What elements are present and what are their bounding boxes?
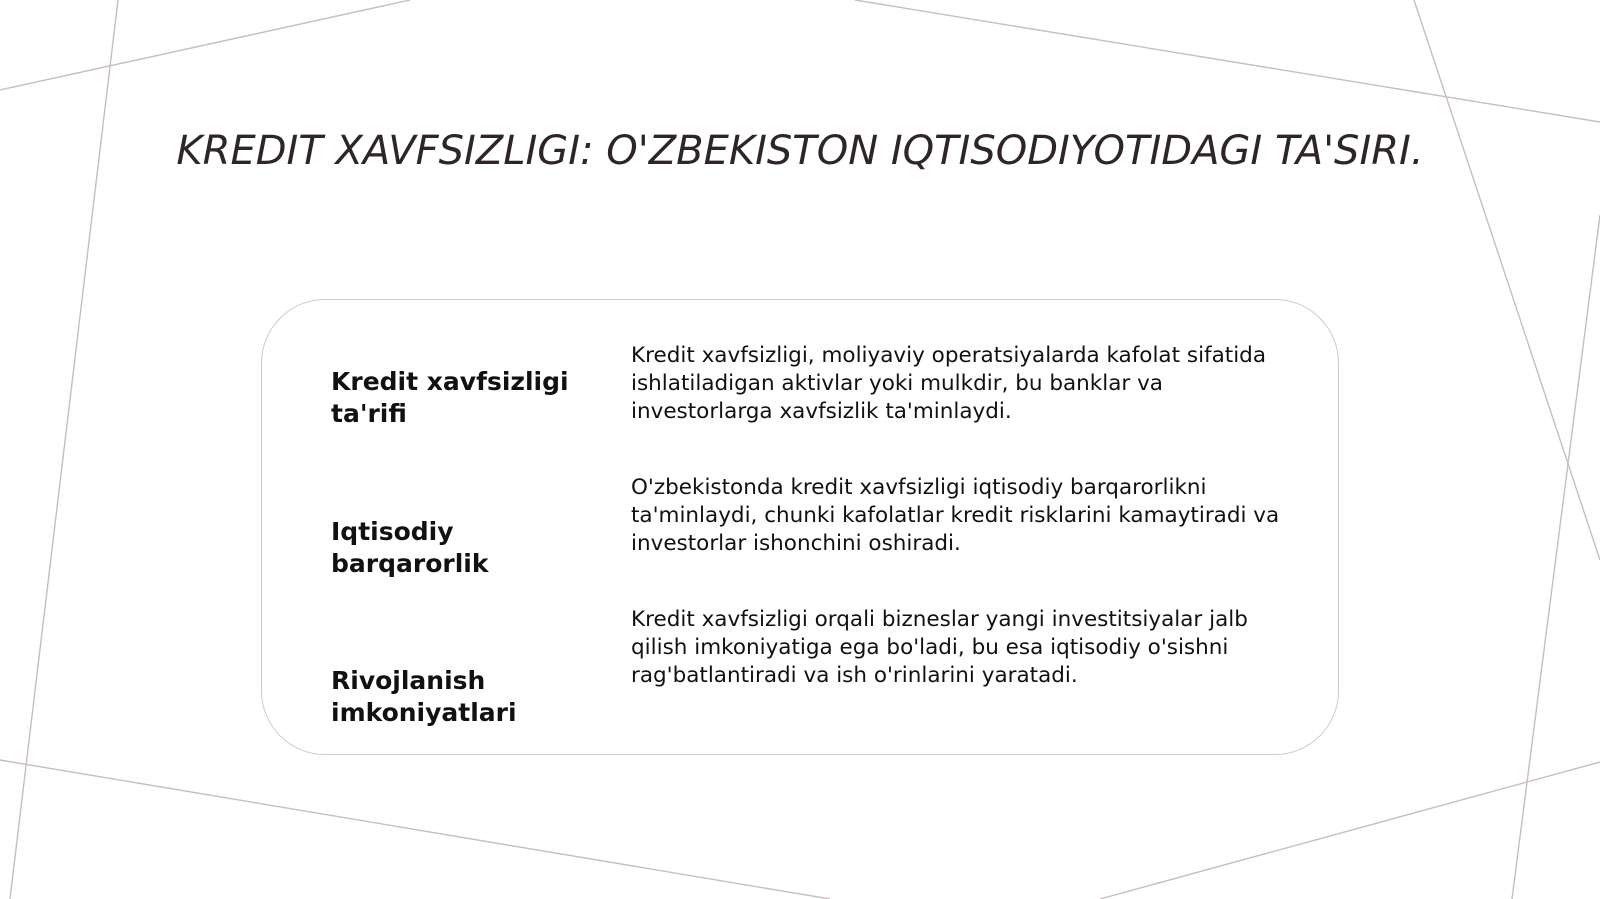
slide-title: KREDIT XAVFSIZLIGI: O'ZBEKISTON IQTISODIYOTIDAGI TA'SIRI. — [176, 128, 1424, 174]
row-description-iqtisodiy-barqarorlik: O'zbekistonda kredit xavfsizligi iqtisodiy barqarorlikni ta'minlaydi, chunki kafolatlar kredit risklarini kamaytiradi va investorlar ishonchini oshiradi. — [631, 475, 1280, 556]
bg-line — [1100, 762, 1600, 899]
row-label-iqtisodiy-barqarorlik: Iqtisodiy barqarorlik — [331, 517, 489, 578]
row-description-rivojlanish-imkoniyatlari: Kredit xavfsizligi orqali bizneslar yangi investitsiyalar jalb qilish imkoniyatiga ega bo'ladi, bu esa iqtisodiy o'sishni rag'batlantiradi va ish o'rinlarini yaratadi. — [631, 607, 1248, 688]
bg-line — [1512, 215, 1600, 899]
bg-line — [855, 0, 1600, 122]
row-description-kredit-xavfsizligi-tarifi: Kredit xavfsizligi, moliyaviy operatsiyalarda kafolat sifatida ishlatiladigan aktivlar yoki mulkdir, bu banklar va investorlarga xavfsizlik ta'minlaydi. — [631, 343, 1267, 424]
row-label-kredit-xavfsizligi-tarifi: Kredit xavfsizligi ta'rifi — [331, 367, 569, 428]
row-label-rivojlanish-imkoniyatlari: Rivojlanish imkoniyatlari — [331, 666, 517, 727]
bg-line — [0, 760, 830, 899]
bg-line — [0, 0, 410, 90]
bg-line — [1414, 0, 1600, 560]
